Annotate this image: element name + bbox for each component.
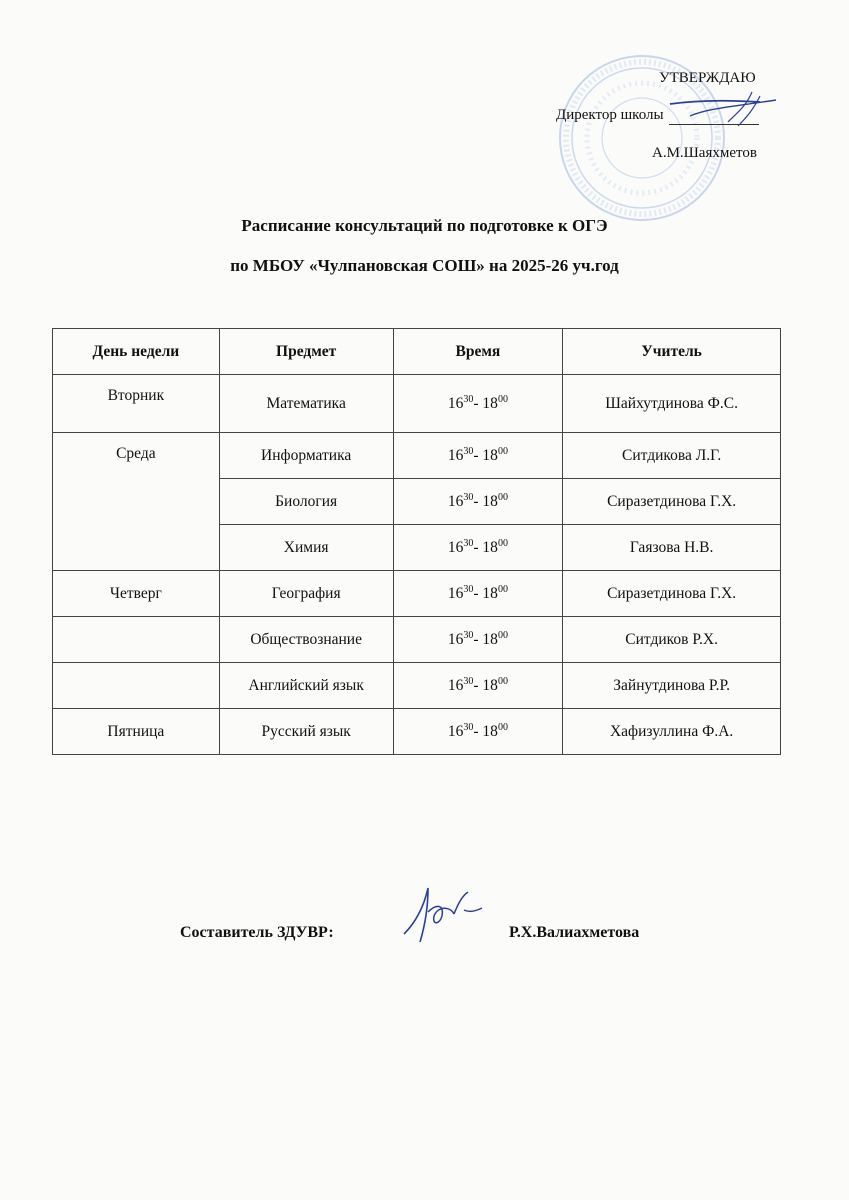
time-cell: $16^{30}-$ $18^{00}$ [393,433,563,479]
table-row [53,433,781,479]
subject-cell: Информатика [219,433,393,479]
teacher-cell: Сиразетдинова Г.Х. [563,571,781,617]
time-cell: $16^{30}-$ $18^{00}$ [393,709,563,755]
time-cell: $16^{30}-$ $18^{00}$ [393,663,563,709]
header-teacher: Учитель [563,329,781,375]
header-subject: Предмет [219,329,393,375]
teacher-cell: Шайхутдинова Ф.С. [563,375,781,433]
subject-cell: Химия [219,525,393,571]
compiler-label: Составитель ЗДУВР: [180,924,334,941]
compiler-signature [398,882,490,950]
table-row [53,375,781,433]
time-cell: $16^{30}-$ $18^{00}$ [393,375,563,433]
teacher-cell: Зайнутдинова Р.Р. [563,663,781,709]
subject-cell: Биология [219,479,393,525]
teacher-cell: Сиразетдинова Г.Х. [563,479,781,525]
document-title-line1: Расписание консультаций по подготовке к ОГЭ [241,216,608,235]
table-row [53,571,781,617]
teacher-cell: Ситдикова Л.Г. [563,433,781,479]
subject-cell: Математика [219,375,393,433]
subject-cell: География [219,571,393,617]
time-cell: $16^{30}-$ $18^{00}$ [393,617,563,663]
director-name: А.М.Шаяхметов [652,145,757,161]
schedule-table [52,328,781,755]
time-cell: $16^{30}-$ $18^{00}$ [393,571,563,617]
director-position: Директор школы [556,107,664,123]
teacher-cell: Ситдиков Р.Х. [563,617,781,663]
document-title-line2: по МБОУ «Чулпановская СОШ» на 2025-26 уч.год [230,256,619,275]
director-signature [668,86,780,136]
teacher-cell: Хафизуллина Ф.А. [563,709,781,755]
compiler-name: Р.Х.Валиахметова [509,924,640,941]
subject-cell: Английский язык [219,663,393,709]
header-time: Время [393,329,563,375]
table-row [53,663,781,709]
approve-label: УТВЕРЖДАЮ [659,70,756,86]
day-cell: Четверг [53,571,220,617]
day-cell-empty [53,617,220,663]
day-cell: Пятница [53,709,220,755]
subject-cell: Обществознание [219,617,393,663]
day-cell: Вторник [53,375,220,433]
table-row [53,617,781,663]
header-day: День недели [53,329,220,375]
table-header-row [53,329,781,375]
day-cell-empty [53,663,220,709]
day-cell: Среда [53,433,220,571]
time-cell: $16^{30}-$ $18^{00}$ [393,525,563,571]
table-row [53,709,781,755]
subject-cell: Русский язык [219,709,393,755]
time-cell: $16^{30}-$ $18^{00}$ [393,479,563,525]
teacher-cell: Гаязова Н.В. [563,525,781,571]
